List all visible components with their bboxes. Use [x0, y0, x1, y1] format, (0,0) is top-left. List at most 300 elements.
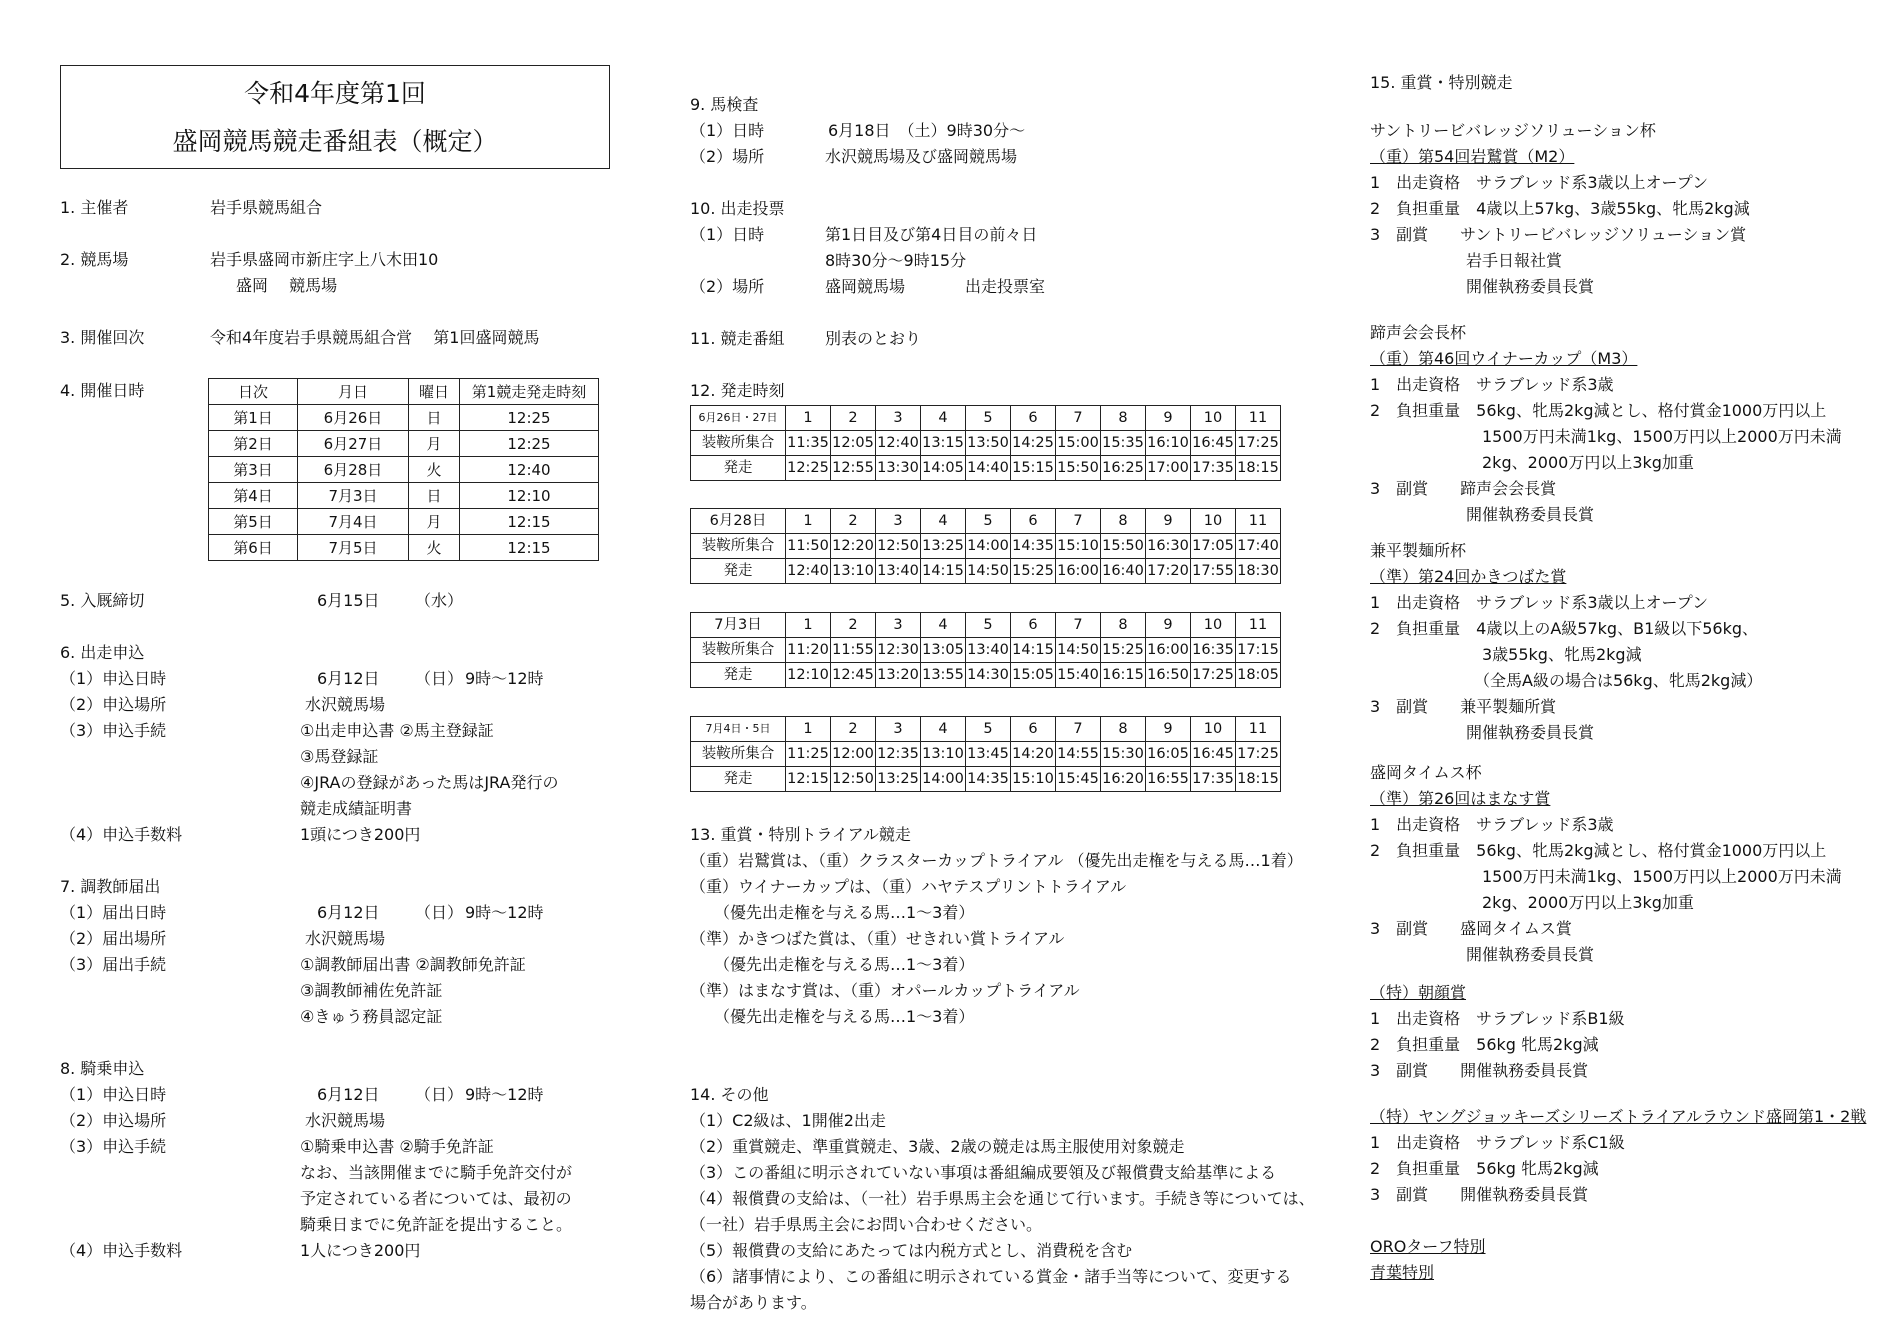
s7-v1c: 9時～12時	[465, 903, 544, 922]
start-time: 15:05	[1011, 663, 1056, 688]
s8-l1: （1）申込日時	[60, 1085, 167, 1104]
start-label: 発走	[691, 767, 786, 792]
dates-table	[208, 378, 599, 561]
dates-cell: 火	[409, 457, 460, 483]
assemble-time: 15:25	[1101, 638, 1146, 663]
s9-l2: （2）場所	[690, 147, 765, 166]
start-time: 16:15	[1101, 663, 1146, 688]
title-box	[60, 65, 610, 169]
s10-v2a: 盛岡競馬場	[825, 277, 906, 296]
s6-v1a: 6月12日	[317, 669, 380, 688]
table-day-label: 6月28日	[691, 509, 786, 534]
dates-cell: 日	[409, 483, 460, 509]
assemble-time: 15:30	[1101, 742, 1146, 767]
assemble-time: 14:25	[1011, 431, 1056, 456]
start-time: 14:00	[921, 767, 966, 792]
s8-v1a: 6月12日	[317, 1085, 380, 1104]
s14-line: （6）諸事情により、この番組に明示されている賞金・諸手当等について、変更する	[690, 1267, 1292, 1286]
s14-line: （一社）岩手県馬主会にお問い合わせください。	[690, 1215, 1043, 1234]
dates-row	[209, 483, 599, 509]
s4-num: 4. 開催日時	[60, 381, 145, 400]
start-time: 13:25	[876, 767, 921, 792]
s6-l4: （4）申込手数料	[60, 825, 183, 844]
start-time: 12:15	[786, 767, 831, 792]
start-time: 17:35	[1191, 456, 1236, 481]
s14-line: （1）C2級は、1開催2出走	[690, 1111, 886, 1130]
race-number: 9	[1146, 406, 1191, 431]
dates-cell: 火	[409, 535, 460, 561]
assemble-time: 15:50	[1101, 534, 1146, 559]
s7-l1: （1）届出日時	[60, 903, 167, 922]
race-condition: 1500万円未満1kg、1500万円以上2000万円未満	[1370, 867, 1842, 886]
race-condition: 3 副賞 盛岡タイムス賞	[1370, 919, 1572, 938]
assemble-time: 11:55	[831, 638, 876, 663]
race-number: 6	[1011, 717, 1056, 742]
race-number: 5	[966, 406, 1011, 431]
race-condition: 開催執務委員長賞	[1370, 723, 1595, 742]
race-number: 1	[786, 613, 831, 638]
assemble-time: 17:15	[1236, 638, 1281, 663]
start-time: 13:40	[876, 559, 921, 584]
start-time: 13:30	[876, 456, 921, 481]
assemble-time: 11:50	[786, 534, 831, 559]
assemble-time: 14:00	[966, 534, 1011, 559]
s7-v1b: （日）	[415, 903, 464, 922]
s6-v3d: 競走成績証明書	[300, 799, 413, 818]
race-number: 10	[1191, 406, 1236, 431]
start-time: 16:40	[1101, 559, 1146, 584]
table-day-label: 7月4日・5日	[691, 717, 786, 742]
s8-v1c: 9時～12時	[465, 1085, 544, 1104]
start-time: 16:25	[1101, 456, 1146, 481]
race-condition: 開催執務委員長賞	[1370, 945, 1595, 964]
s2-val2: 盛岡 競馬場	[236, 276, 338, 295]
race-condition: 2kg、2000万円以上3kg加重	[1370, 453, 1694, 472]
s8-v3c: 予定されている者については、最初の	[300, 1189, 572, 1208]
table-day-label: 6月26日・27日	[691, 406, 786, 431]
dates-row	[209, 431, 599, 457]
assemble-time: 12:00	[831, 742, 876, 767]
race-condition: 3 副賞 蹄声会会長賞	[1370, 479, 1557, 498]
race-number: 11	[1236, 613, 1281, 638]
race-sponsor: 盛岡タイムス杯	[1370, 763, 1482, 782]
dates-row	[209, 535, 599, 561]
s13-line: （重）ウイナーカップは、（重）ハヤテスプリントトライアル	[690, 877, 1127, 896]
s6-l3: （3）申込手続	[60, 721, 167, 740]
race-condition: 3 副賞 サントリービバレッジソリューション賞	[1370, 225, 1747, 244]
dates-cell: 7月3日	[298, 483, 409, 509]
race-number: 7	[1056, 406, 1101, 431]
dates-header-cell: 曜日	[409, 379, 460, 405]
assemble-time: 16:30	[1146, 534, 1191, 559]
assemble-time: 16:45	[1191, 431, 1236, 456]
s8-l4: （4）申込手数料	[60, 1241, 183, 1260]
s7-v3a: ①調教師届出書 ②調教師免許証	[300, 955, 526, 974]
assemble-time: 12:30	[876, 638, 921, 663]
assemble-time: 11:20	[786, 638, 831, 663]
race-number: 1	[786, 509, 831, 534]
assemble-time: 11:35	[786, 431, 831, 456]
s14-line: （3）この番組に明示されていない事項は番組編成要領及び報償費支給基準による	[690, 1163, 1277, 1182]
race-number: 9	[1146, 509, 1191, 534]
assemble-time: 17:25	[1236, 742, 1281, 767]
s8-v2: 水沢競馬場	[305, 1111, 386, 1130]
start-time-table	[690, 716, 1281, 792]
start-time: 13:20	[876, 663, 921, 688]
s6-v2: 水沢競馬場	[305, 695, 386, 714]
assemble-time: 13:10	[921, 742, 966, 767]
start-time: 15:10	[1011, 767, 1056, 792]
s13-line: （優先出走権を与える馬…1～3着）	[690, 1007, 975, 1026]
s10-v1b: 8時30分～9時15分	[825, 251, 967, 270]
start-time: 16:00	[1056, 559, 1101, 584]
s10-l2: （2）場所	[690, 277, 765, 296]
race-number: 9	[1146, 613, 1191, 638]
s7-v1a: 6月12日	[317, 903, 380, 922]
s13-head: 13. 重賞・特別トライアル競走	[690, 825, 911, 844]
start-time: 15:25	[1011, 559, 1056, 584]
dates-cell: 6月27日	[298, 431, 409, 457]
s3-val: 令和4年度岩手県競馬組合営 第1回盛岡競馬	[210, 328, 540, 347]
dates-cell: 6月28日	[298, 457, 409, 483]
race-aoba: 青葉特別	[1370, 1263, 1435, 1282]
start-time: 13:55	[921, 663, 966, 688]
assemble-time: 13:45	[966, 742, 1011, 767]
assemble-time: 13:05	[921, 638, 966, 663]
s11-head: 11. 競走番組	[690, 329, 785, 348]
race-condition: 2 負担重量 56kg、牝馬2kg減とし、格付賞金1000万円以上	[1370, 841, 1827, 860]
dates-cell: 第1日	[209, 405, 298, 431]
s2-num: 2. 競馬場	[60, 250, 129, 269]
assemble-time: 11:25	[786, 742, 831, 767]
start-label: 発走	[691, 663, 786, 688]
start-label: 発走	[691, 559, 786, 584]
s6-v3a: ①出走申込書 ②馬主登録証	[300, 721, 494, 740]
dates-row	[209, 457, 599, 483]
start-time: 16:55	[1146, 767, 1191, 792]
assemble-time: 16:10	[1146, 431, 1191, 456]
race-number: 5	[966, 509, 1011, 534]
race-condition: 2 負担重量 56kg、牝馬2kg減とし、格付賞金1000万円以上	[1370, 401, 1827, 420]
start-time: 17:20	[1146, 559, 1191, 584]
s11-val: 別表のとおり	[825, 329, 922, 348]
start-time: 12:50	[831, 767, 876, 792]
s14-head: 14. その他	[690, 1085, 769, 1104]
race-number: 5	[966, 613, 1011, 638]
s6-v1c: 9時～12時	[465, 669, 544, 688]
dates-cell: 12:40	[460, 457, 599, 483]
dates-cell: 6月26日	[298, 405, 409, 431]
assemble-time: 14:55	[1056, 742, 1101, 767]
race-number: 9	[1146, 717, 1191, 742]
table-day-label: 7月3日	[691, 613, 786, 638]
start-time: 15:50	[1056, 456, 1101, 481]
race-number: 2	[831, 406, 876, 431]
s7-l3: （3）届出手続	[60, 955, 167, 974]
assemble-time: 14:50	[1056, 638, 1101, 663]
assemble-label: 装鞍所集合	[691, 431, 786, 456]
start-time: 14:30	[966, 663, 1011, 688]
dates-cell: 第3日	[209, 457, 298, 483]
assemble-time: 15:35	[1101, 431, 1146, 456]
race-condition: 3歳55kg、牝馬2kg減	[1370, 645, 1642, 664]
race-number: 10	[1191, 613, 1236, 638]
dates-row	[209, 405, 599, 431]
s7-l2: （2）届出場所	[60, 929, 167, 948]
assemble-label: 装鞍所集合	[691, 534, 786, 559]
race-number: 4	[921, 406, 966, 431]
race-name: （準）第26回はまなす賞	[1370, 789, 1551, 808]
start-time: 15:40	[1056, 663, 1101, 688]
race-condition: 3 副賞 兼平製麺所賞	[1370, 697, 1557, 716]
assemble-time: 13:50	[966, 431, 1011, 456]
race-number: 4	[921, 509, 966, 534]
assemble-time: 16:00	[1146, 638, 1191, 663]
race-condition: （全馬A級の場合は56kg、牝馬2kg減）	[1370, 671, 1763, 690]
s6-v3b: ③馬登録証	[300, 747, 379, 766]
start-time: 12:40	[786, 559, 831, 584]
assemble-time: 13:40	[966, 638, 1011, 663]
s10-v2b: 出走投票室	[965, 277, 1046, 296]
race-sponsor: サントリービバレッジソリューション杯	[1370, 121, 1656, 140]
s8-v4: 1人につき200円	[300, 1241, 421, 1260]
assemble-time: 14:15	[1011, 638, 1056, 663]
assemble-label: 装鞍所集合	[691, 742, 786, 767]
s8-head: 8. 騎乗申込	[60, 1059, 145, 1078]
s6-head: 6. 出走申込	[60, 643, 145, 662]
dates-cell: 12:15	[460, 509, 599, 535]
assemble-time: 16:45	[1191, 742, 1236, 767]
dates-cell: 7月4日	[298, 509, 409, 535]
start-time: 17:25	[1191, 663, 1236, 688]
start-time: 13:10	[831, 559, 876, 584]
race-condition: 岩手日報社賞	[1370, 251, 1563, 270]
race-condition: 開催執務委員長賞	[1370, 505, 1595, 524]
dates-header-cell: 第1競走発走時刻	[460, 379, 599, 405]
assemble-time: 16:05	[1146, 742, 1191, 767]
start-time: 12:25	[786, 456, 831, 481]
race-number: 7	[1056, 717, 1101, 742]
race-condition: 1 出走資格 サラブレッド系3歳以上オープン	[1370, 593, 1709, 612]
dates-cell: 日	[409, 405, 460, 431]
s13-line: （準）かきつばた賞は、（重）せきれい賞トライアル	[690, 929, 1065, 948]
dates-cell: 7月5日	[298, 535, 409, 561]
race-name: （準）第24回かきつばた賞	[1370, 567, 1567, 586]
race-number: 11	[1236, 717, 1281, 742]
assemble-time: 12:50	[876, 534, 921, 559]
s6-l2: （2）申込場所	[60, 695, 167, 714]
s9-v1: 6月18日 （土）9時30分～	[828, 121, 1026, 140]
assemble-time: 16:35	[1191, 638, 1236, 663]
start-time: 18:15	[1236, 456, 1281, 481]
start-time: 18:15	[1236, 767, 1281, 792]
start-time: 17:35	[1191, 767, 1236, 792]
assemble-time: 14:20	[1011, 742, 1056, 767]
assemble-time: 12:35	[876, 742, 921, 767]
s12-head: 12. 発走時刻	[690, 381, 785, 400]
race-condition: 2 負担重量 56kg 牝馬2kg減	[1370, 1035, 1599, 1054]
s6-v3c: ④JRAの登録があった馬はJRA発行の	[300, 773, 559, 792]
assemble-time: 15:00	[1056, 431, 1101, 456]
s5-num: 5. 入厩締切	[60, 591, 145, 610]
s10-head: 10. 出走投票	[690, 199, 785, 218]
race-condition: 2 負担重量 4歳以上57kg、3歳55kg、牝馬2kg減	[1370, 199, 1750, 218]
dates-row	[209, 509, 599, 535]
s8-v3a: ①騎乗申込書 ②騎手免許証	[300, 1137, 494, 1156]
s14-line: （4）報償費の支給は、（一社）岩手県馬主会を通じて行います。手続き等については、	[690, 1189, 1315, 1208]
s7-v3c: ④きゅう務員認定証	[300, 1007, 443, 1026]
race-number: 1	[786, 406, 831, 431]
race-number: 8	[1101, 613, 1146, 638]
title-line1: 令和4年度第1回	[244, 79, 426, 108]
dates-cell: 12:15	[460, 535, 599, 561]
dates-cell: 12:10	[460, 483, 599, 509]
race-condition: 1 出走資格 サラブレッド系C1級	[1370, 1133, 1625, 1152]
race-condition: 1 出走資格 サラブレッド系B1級	[1370, 1009, 1625, 1028]
race-number: 2	[831, 613, 876, 638]
start-time: 14:35	[966, 767, 1011, 792]
race-number: 3	[876, 509, 921, 534]
s7-v3b: ③調教師補佐免許証	[300, 981, 443, 1000]
race-number: 3	[876, 406, 921, 431]
s14-line: （2）重賞競走、準重賞競走、3歳、2歳の競走は馬主服使用対象競走	[690, 1137, 1185, 1156]
race-number: 7	[1056, 613, 1101, 638]
assemble-time: 12:20	[831, 534, 876, 559]
s6-v1b: （日）	[415, 669, 464, 688]
start-time: 17:55	[1191, 559, 1236, 584]
race-number: 10	[1191, 717, 1236, 742]
race-condition: 2kg、2000万円以上3kg加重	[1370, 893, 1694, 912]
dates-header-cell: 月日	[298, 379, 409, 405]
s8-l3: （3）申込手続	[60, 1137, 167, 1156]
start-time-table	[690, 405, 1281, 481]
start-time: 16:20	[1101, 767, 1146, 792]
race-oro-turf: OROターフ特別	[1370, 1237, 1486, 1256]
race-number: 8	[1101, 406, 1146, 431]
dates-cell: 月	[409, 431, 460, 457]
race-number: 11	[1236, 509, 1281, 534]
s9-head: 9. 馬検査	[690, 95, 759, 114]
s7-v2: 水沢競馬場	[305, 929, 386, 948]
race-sponsor: 蹄声会会長杯	[1370, 323, 1467, 342]
race-condition: 2 負担重量 4歳以上のA級57kg、B1級以下56kg、	[1370, 619, 1759, 638]
s13-line: （重）岩鷲賞は、（重）クラスターカップトライアル （優先出走権を与える馬…1着）	[690, 851, 1303, 870]
start-time: 14:50	[966, 559, 1011, 584]
dates-cell: 第2日	[209, 431, 298, 457]
dates-cell: 12:25	[460, 405, 599, 431]
s9-v2: 水沢競馬場及び盛岡競馬場	[825, 147, 1018, 166]
race-condition: 1 出走資格 サラブレッド系3歳以上オープン	[1370, 173, 1709, 192]
dates-cell: 12:25	[460, 431, 599, 457]
start-time: 12:45	[831, 663, 876, 688]
assemble-time: 13:15	[921, 431, 966, 456]
race-name: （重）第46回ウイナーカップ（M3）	[1370, 349, 1638, 368]
s10-v1a: 第1日目及び第4日目の前々日	[825, 225, 1038, 244]
start-time: 18:30	[1236, 559, 1281, 584]
race-name: （特）朝顔賞	[1370, 983, 1467, 1002]
dates-cell: 第4日	[209, 483, 298, 509]
race-name: （重）第54回岩鷲賞（M2）	[1370, 147, 1575, 166]
s9-l1: （1）日時	[690, 121, 765, 140]
start-time: 16:50	[1146, 663, 1191, 688]
assemble-time: 12:40	[876, 431, 921, 456]
start-time: 12:10	[786, 663, 831, 688]
s8-v3d: 騎乗日までに免許証を提出すること。	[300, 1215, 573, 1234]
race-number: 3	[876, 717, 921, 742]
s13-line: （優先出走権を与える馬…1～3着）	[690, 903, 975, 922]
race-condition: 3 副賞 開催執務委員長賞	[1370, 1185, 1589, 1204]
s7-head: 7. 調教師届出	[60, 877, 161, 896]
race-number: 7	[1056, 509, 1101, 534]
start-label: 発走	[691, 456, 786, 481]
s6-l1: （1）申込日時	[60, 669, 167, 688]
s6-v4: 1頭につき200円	[300, 825, 421, 844]
s10-l1: （1）日時	[690, 225, 765, 244]
s8-l2: （2）申込場所	[60, 1111, 167, 1130]
dates-header-cell: 日次	[209, 379, 298, 405]
s2-val1: 岩手県盛岡市新庄字上八木田10	[210, 250, 439, 269]
start-time: 17:00	[1146, 456, 1191, 481]
race-condition: 1 出走資格 サラブレッド系3歳	[1370, 375, 1614, 394]
title-line2: 盛岡競馬競走番組表（概定）	[172, 127, 498, 156]
assemble-time: 14:35	[1011, 534, 1056, 559]
s1-num: 1. 主催者	[60, 198, 129, 217]
race-name: （特）ヤングジョッキーズシリーズトライアルラウンド盛岡第1・2戦	[1370, 1107, 1867, 1126]
start-time: 15:45	[1056, 767, 1101, 792]
race-condition: 1500万円未満1kg、1500万円以上2000万円未満	[1370, 427, 1842, 446]
start-time: 18:05	[1236, 663, 1281, 688]
start-time-table	[690, 508, 1281, 584]
race-number: 2	[831, 509, 876, 534]
start-time: 14:05	[921, 456, 966, 481]
assemble-time: 13:25	[921, 534, 966, 559]
start-time: 12:55	[831, 456, 876, 481]
race-condition: 2 負担重量 56kg 牝馬2kg減	[1370, 1159, 1599, 1178]
start-time: 14:40	[966, 456, 1011, 481]
s14-line: （5）報償費の支給にあたっては内税方式とし、消費税を含む	[690, 1241, 1133, 1260]
s5-dow: （水）	[415, 591, 464, 610]
dates-cell: 月	[409, 509, 460, 535]
race-number: 10	[1191, 509, 1236, 534]
race-number: 11	[1236, 406, 1281, 431]
start-time-table	[690, 612, 1281, 688]
race-number: 8	[1101, 717, 1146, 742]
start-time: 15:15	[1011, 456, 1056, 481]
s8-v3b: なお、当該開催までに騎手免許交付が	[300, 1163, 573, 1182]
race-number: 4	[921, 717, 966, 742]
assemble-time: 15:10	[1056, 534, 1101, 559]
race-number: 6	[1011, 509, 1056, 534]
race-number: 4	[921, 613, 966, 638]
assemble-time: 17:05	[1191, 534, 1236, 559]
assemble-time: 12:05	[831, 431, 876, 456]
race-condition: 3 副賞 開催執務委員長賞	[1370, 1061, 1589, 1080]
race-number: 5	[966, 717, 1011, 742]
s13-line: （優先出走権を与える馬…1～3着）	[690, 955, 975, 974]
start-time: 14:15	[921, 559, 966, 584]
s14-line: 場合があります。	[690, 1293, 817, 1312]
race-number: 6	[1011, 613, 1056, 638]
s1-val: 岩手県競馬組合	[210, 198, 323, 217]
race-number: 6	[1011, 406, 1056, 431]
race-number: 3	[876, 613, 921, 638]
s15-head: 15. 重賞・特別競走	[1370, 73, 1513, 92]
s8-v1b: （日）	[415, 1085, 464, 1104]
race-sponsor: 兼平製麺所杯	[1370, 541, 1467, 560]
dates-cell: 第5日	[209, 509, 298, 535]
race-condition: 開催執務委員長賞	[1370, 277, 1595, 296]
assemble-label: 装鞍所集合	[691, 638, 786, 663]
